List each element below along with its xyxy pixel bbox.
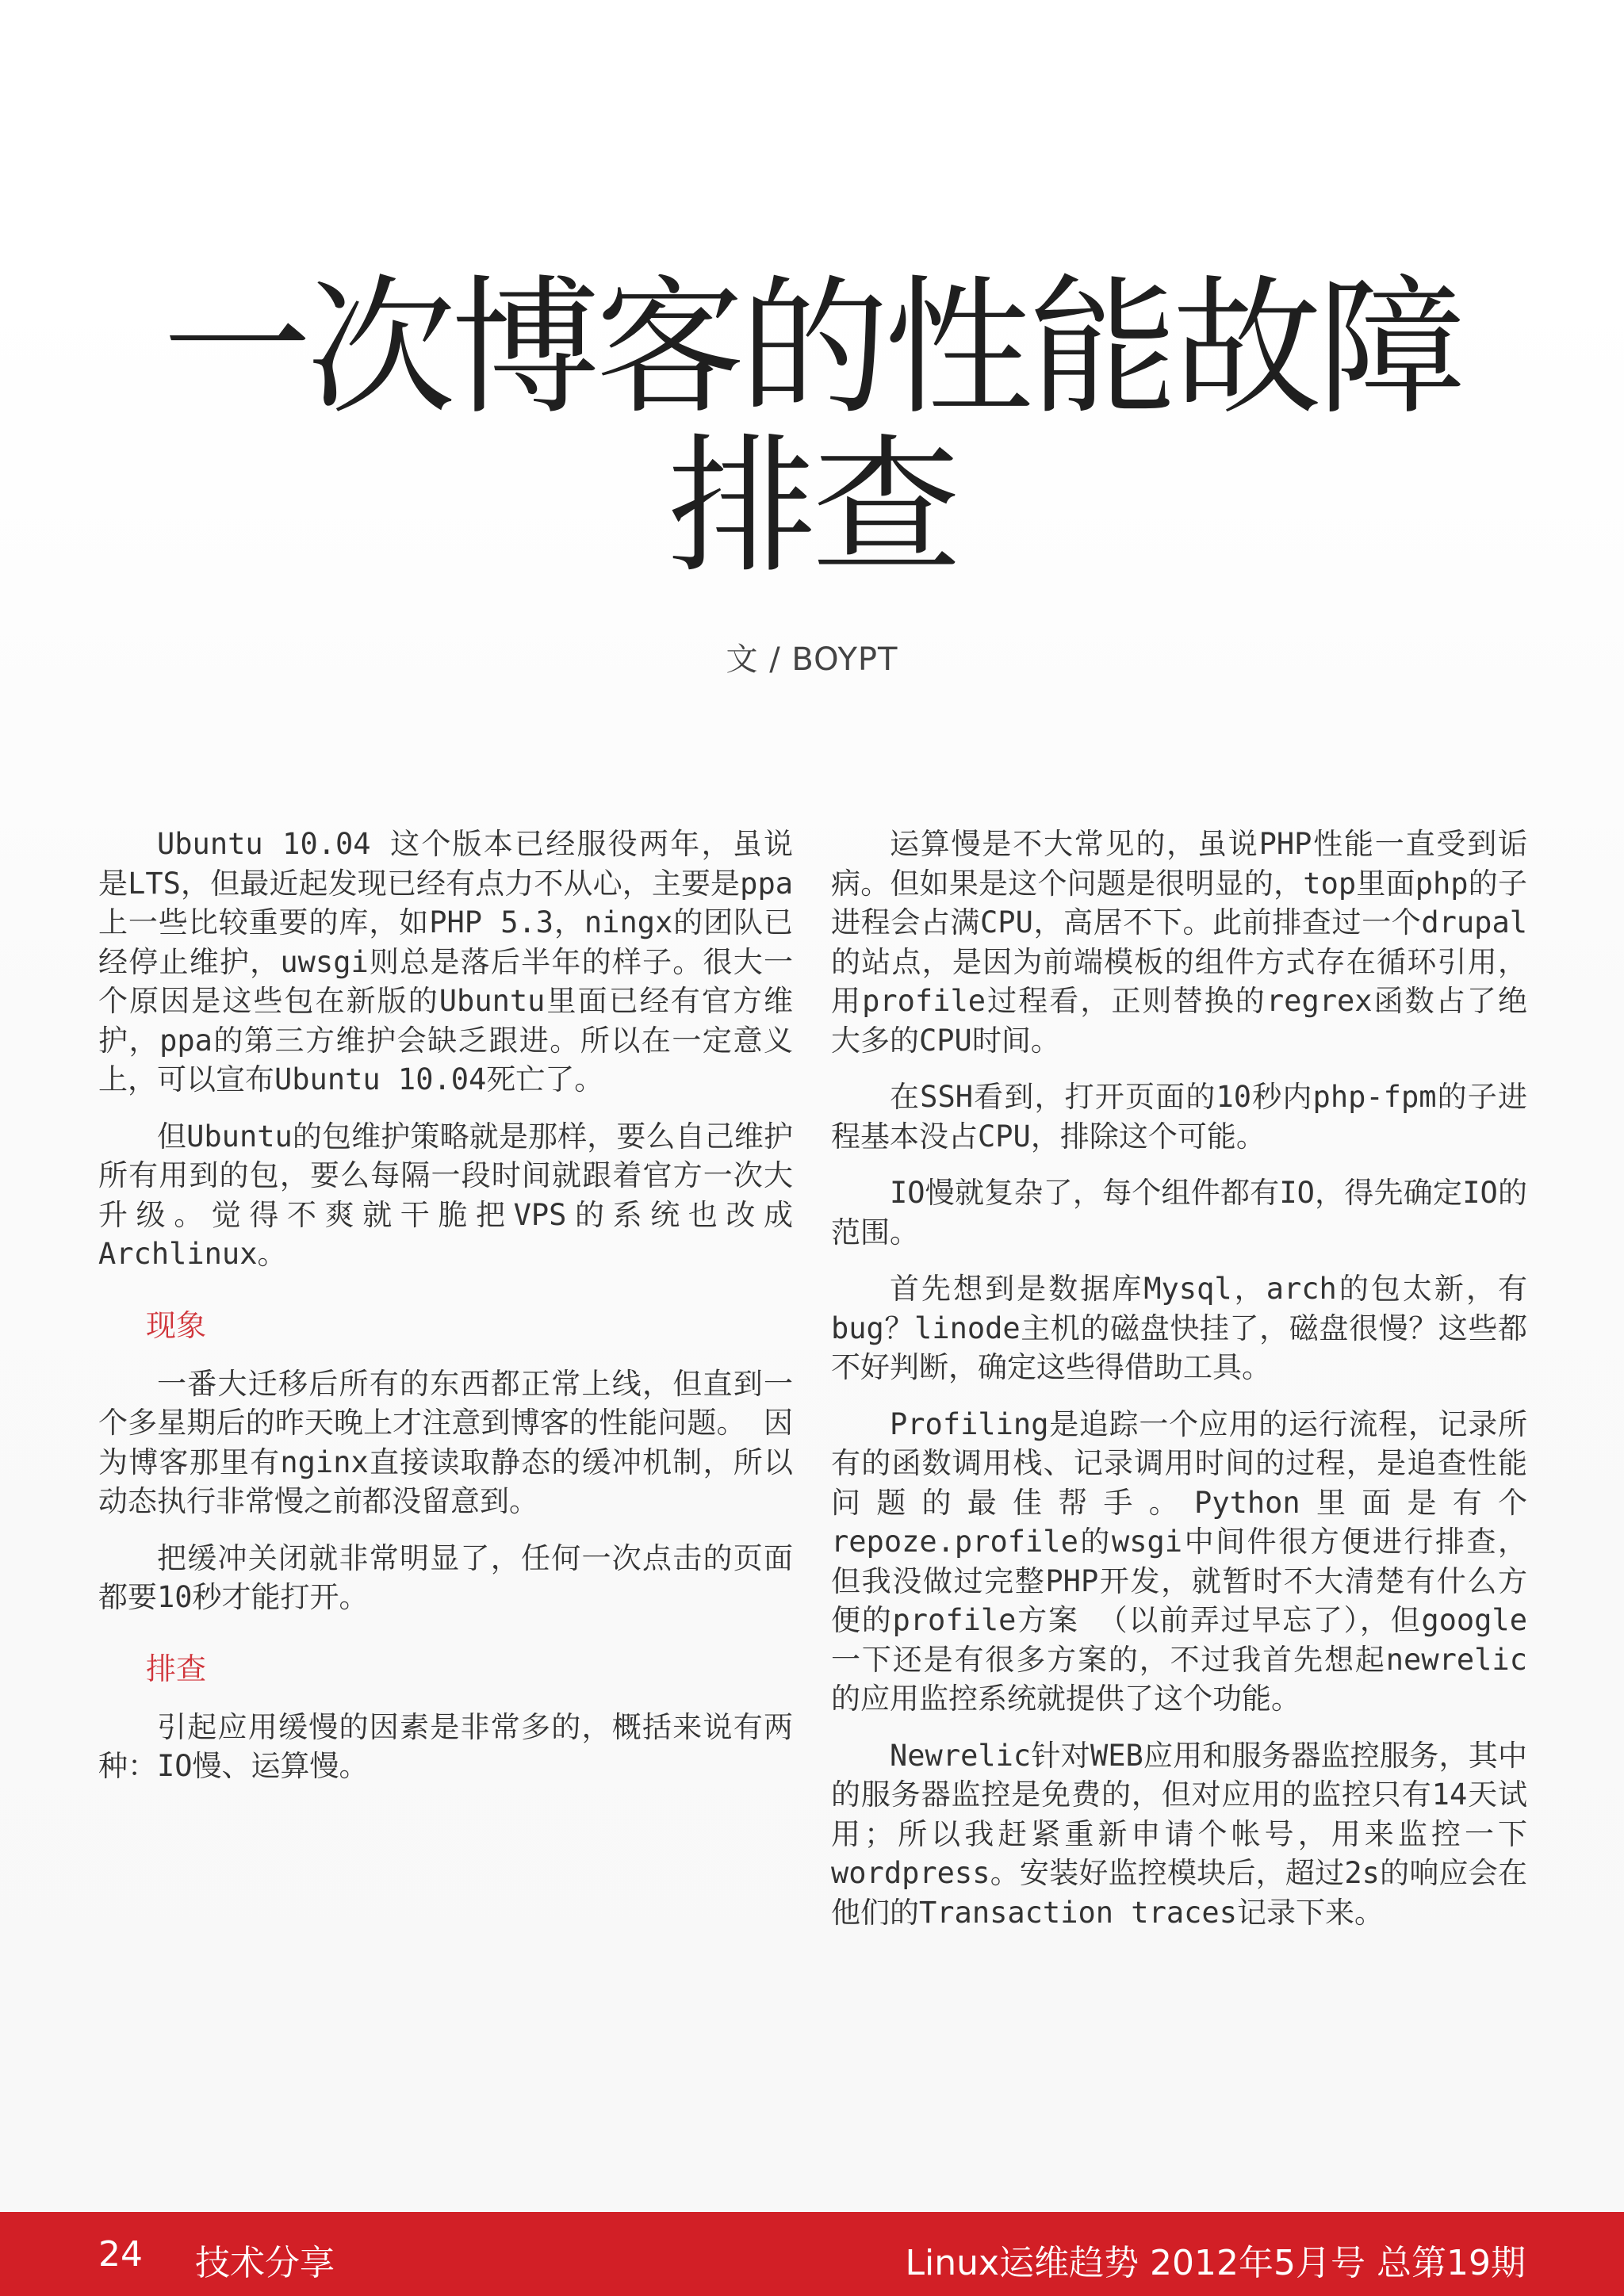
paragraph: Profiling是追踪一个应用的运行流程，记录所有的函数调用栈、记录调用时间的过程，是追查性能问题的最佳帮手。Python里面是有个repoze.profile的wsgi中间件很方便进行排查，但我没做过完整PHP开发，就暂时不大清楚有什么方便的profile方案 （以前弄过早忘了），但google一下还是有很多方案的，不过我首先想起newrelic的应用监控系统就提供了这个功能。 — [831, 1406, 1527, 1716]
left-column — [98, 825, 793, 1804]
paragraph: 一番大迁移后所有的东西都正常上线，但直到一个多星期后的昨天晚上才注意到博客的性能问题。 因为博客那里有nginx直接读取静态的缓冲机制，所以动态执行非常慢之前都没留意到。 — [98, 1366, 793, 1518]
right-column — [831, 825, 1527, 1950]
footer-bar — [0, 2212, 1624, 2296]
article-title-line-1: 一次博客的性能故障 — [163, 262, 1461, 435]
paragraph: Ubuntu 10.04 这个版本已经服役两年，虽说是LTS，但最近起发现已经有点力不从心，主要是ppa上一些比较重要的库，如PHP 5.3，ningx的团队已经停止维护，uwsgi则总是落后半年的样子。很大一个原因是这些包在新版的Ubuntu里面已经有官方维护，ppa的第三方维护会缺乏跟进。所以在一定意义上，可以宣布Ubuntu 10.04死亡了。 — [98, 827, 793, 1096]
paragraph: IO慢就复杂了，每个组件都有IO，得先确定IO的范围。 — [831, 1176, 1527, 1249]
section-heading-symptom: 现象 — [146, 1307, 207, 1343]
article-title-line-2: 排查 — [668, 420, 956, 594]
paragraph: 把缓冲关闭就非常明显了，任何一次点击的页面都要10秒才能打开。 — [98, 1540, 793, 1614]
paragraph: 在SSH看到，打开页面的10秒内php-fpm的子进程基本没占CPU，排除这个可能。 — [831, 1080, 1527, 1154]
section-heading-investigation: 排查 — [146, 1651, 207, 1686]
article-title — [0, 262, 1624, 594]
magazine-issue: Linux运维趋势 2012年5月号 总第19期 — [905, 2243, 1526, 2283]
page-number: 24 — [98, 2234, 143, 2275]
paragraph: 运算慢是不大常见的，虽说PHP性能一直受到诟病。但如果是这个问题是很明显的，top里面php的子进程会占满CPU，高居不下。此前排查过一个drupal的站点，是因为前端模板的组件方式存在循环引用，用profile过程看，正则替换的regrex函数占了绝大多的CPU时间。 — [831, 827, 1527, 1058]
paragraph: 引起应用缓慢的因素是非常多的，概括来说有两种：IO慢、运算慢。 — [98, 1709, 793, 1783]
section-label: 技术分享 — [195, 2243, 335, 2283]
paragraph: Newrelic针对WEB应用和服务器监控服务，其中的服务器监控是免费的，但对应用的监控只有14天试用；所以我赶紧重新申请个帐号，用来监控一下wordpress。安装好监控模块后，超过2s的响应会在他们的Transaction traces记录下来。 — [831, 1738, 1527, 1930]
author-byline: 文 / BOYPT — [726, 641, 898, 678]
paragraph: 但Ubuntu的包维护策略就是那样，要么自己维护所有用到的包，要么每隔一段时间就跟着官方一次大升级。觉得不爽就干脆把VPS的系统也改成Archlinux。 — [98, 1119, 793, 1271]
paragraph: 首先想到是数据库Mysql，arch的包太新，有bug？linode主机的磁盘快挂了，磁盘很慢？这些都不好判断，确定这些得借助工具。 — [831, 1272, 1527, 1384]
